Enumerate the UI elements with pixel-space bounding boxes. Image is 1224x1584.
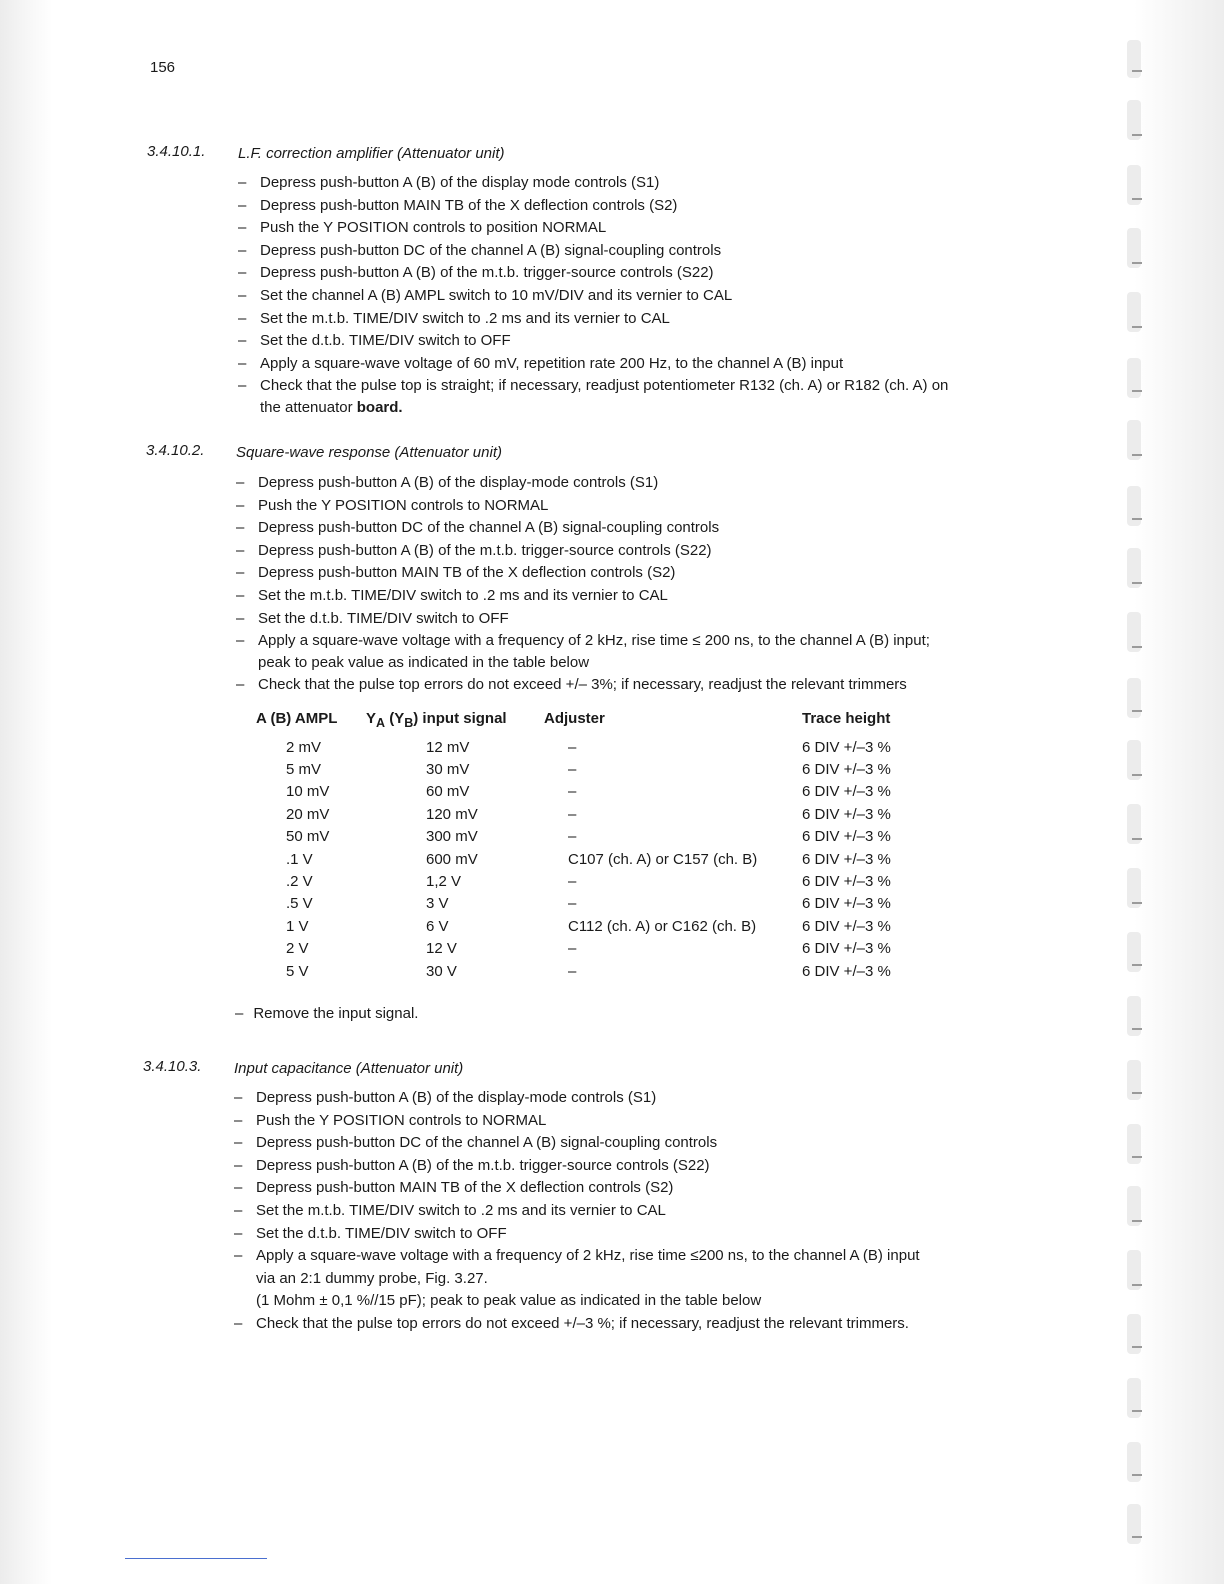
table-header-row	[256, 710, 942, 736]
continuation-text: via an 2:1 dummy probe, Fig. 3.27.	[256, 1269, 488, 1287]
continuation-text: peak to peak value as indicated in the table below	[258, 654, 590, 672]
page-number: 156	[150, 59, 176, 76]
list-item: – Check that the pulse top errors do not exceed +/–3 %; if necessary, readjust the relevant trimmers.	[234, 1314, 909, 1332]
list-item: – Depress push-button A (B) of the display-mode controls (S1)	[236, 474, 659, 491]
table-row: 50 mV 300 mV – 6 DIV +/–3 %	[286, 828, 891, 846]
list-item: – Set the d.t.b. TIME/DIV switch to OFF	[234, 1224, 507, 1242]
scan-edge-left	[0, 0, 52, 1584]
list-item: – Depress push-button DC of the channel A (B) signal-coupling controls	[238, 241, 722, 259]
col-header-input-signal: $Y_A$ $(Y_B)$ input signal	[366, 710, 507, 730]
list-item: – Push the Y POSITION controls to NORMAL	[236, 496, 549, 514]
section-1-steps	[238, 172, 948, 419]
list-item: – Depress push-button MAIN TB of the X deflection controls (S2)	[238, 196, 678, 214]
list-item: – Depress push-button DC of the channel A (B) signal-coupling controls	[234, 1134, 718, 1152]
list-item: – Push the Y POSITION controls to NORMAL	[234, 1111, 547, 1129]
list-item: – Set the d.t.b. TIME/DIV switch to OFF	[236, 609, 509, 627]
remove-signal-step: – Remove the input signal.	[235, 1005, 419, 1022]
col-header-ampl: A (B) AMPL	[256, 710, 338, 727]
list-item: – Apply a square-wave voltage of 60 mV, repetition rate 200 Hz, to the channel A (B) input	[238, 354, 844, 372]
list-item: – Depress push-button MAIN TB of the X deflection controls (S2)	[234, 1179, 674, 1197]
list-item: – Apply a square-wave voltage with a frequency of 2 kHz, rise time ≤200 ns, to the channel A (B) input via an 2:1 dummy probe, Fig. 3.27. (1 Mohm ± 0,1 %//15 pF); peak to peak value as indicated in the table below	[234, 1245, 920, 1313]
list-item: – Set the m.t.b. TIME/DIV switch to .2 ms and its vernier to CAL	[236, 586, 668, 604]
table-row: .1 V 600 mV C107 (ch. A) or C157 (ch. B) 6 DIV +/–3 %	[286, 850, 891, 868]
section-1-title: L.F. correction amplifier (Attenuator unit)	[238, 145, 505, 162]
table-row: 1 V 6 V C112 (ch. A) or C162 (ch. B) 6 DIV +/–3 %	[286, 917, 891, 935]
section-3-title: Input capacitance (Attenuator unit)	[234, 1060, 464, 1077]
list-item: – Push the Y POSITION controls to position NORMAL	[238, 219, 607, 237]
table-row: 2 V 12 V – 6 DIV +/–3 %	[286, 940, 891, 958]
list-item: – Set the m.t.b. TIME/DIV switch to .2 ms and its vernier to CAL	[234, 1201, 666, 1219]
table-row: 10 mV 60 mV – 6 DIV +/–3 %	[286, 783, 891, 801]
section-2-number: 3.4.10.2.	[146, 442, 205, 459]
continuation-text: (1 Mohm ± 0,1 %//15 pF); peak to peak value as indicated in the table below	[256, 1292, 762, 1310]
section-1-number: 3.4.10.1.	[147, 143, 206, 160]
footer-rule	[125, 1558, 267, 1559]
table-row: 5 mV 30 mV – 6 DIV +/–3 %	[286, 761, 891, 779]
trace-height-table	[256, 710, 942, 982]
list-item: – Depress push-button A (B) of the m.t.b. trigger-source controls (S22)	[234, 1156, 710, 1174]
table-row: 20 mV 120 mV – 6 DIV +/–3 %	[286, 805, 891, 823]
table-row: .2 V 1,2 V – 6 DIV +/–3 %	[286, 873, 891, 891]
list-item: – Set the d.t.b. TIME/DIV switch to OFF	[238, 332, 511, 350]
list-item: – Depress push-button A (B) of the m.t.b. trigger-source controls (S22)	[238, 264, 714, 282]
section-2-title: Square-wave response (Attenuator unit)	[236, 444, 502, 461]
table-row: 2 mV 12 mV – 6 DIV +/–3 %	[286, 738, 891, 756]
list-item: – Depress push-button MAIN TB of the X deflection controls (S2)	[236, 564, 676, 582]
section-3-steps	[234, 1087, 920, 1336]
list-item: – Depress push-button A (B) of the m.t.b. trigger-source controls (S22)	[236, 541, 712, 559]
continuation-bold: board.	[356, 399, 403, 417]
section-3-number: 3.4.10.3.	[143, 1058, 202, 1075]
list-item: – Set the channel A (B) AMPL switch to 10 mV/DIV and its vernier to CAL	[238, 286, 733, 304]
col-header-trace-height: Trace height	[802, 710, 891, 727]
list-item: – Depress push-button A (B) of the display-mode controls (S1)	[234, 1089, 657, 1106]
continuation-text: the attenuator	[260, 399, 353, 417]
section-2-steps	[236, 472, 930, 697]
list-item: – Depress push-button DC of the channel A (B) signal-coupling controls	[236, 519, 720, 537]
scan-edge-right	[1134, 0, 1224, 1584]
table-row: .5 V 3 V – 6 DIV +/–3 %	[286, 895, 891, 913]
table-row: 5 V 30 V – 6 DIV +/–3 %	[286, 962, 891, 980]
list-item: – Depress push-button A (B) of the display mode controls (S1)	[238, 174, 660, 191]
col-header-adjuster: Adjuster	[544, 710, 605, 727]
list-item: – Check that the pulse top is straight; if necessary, readjust potentiometer R132 (ch. A) or R182 (ch. A) on the attenuator board.	[238, 377, 949, 417]
list-item: – Check that the pulse top errors do not exceed +/– 3%; if necessary, readjust the relevant trimmers	[236, 676, 907, 694]
list-item: – Set the m.t.b. TIME/DIV switch to .2 ms and its vernier to CAL	[238, 309, 670, 327]
list-item: – Apply a square-wave voltage with a frequency of 2 kHz, rise time ≤ 200 ns, to the channel A (B) input; peak to peak value as indicated in the table below	[236, 630, 930, 674]
